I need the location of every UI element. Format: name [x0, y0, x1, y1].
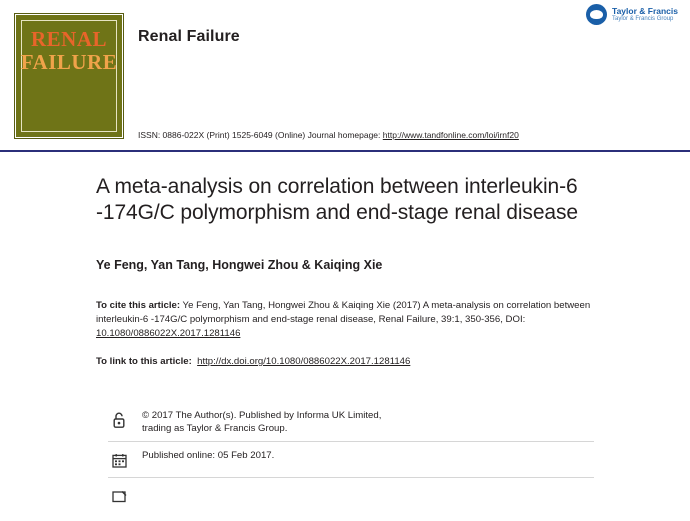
journal-masthead — [0, 0, 690, 152]
publisher-name: Taylor & Francis — [612, 5, 678, 16]
published-date-text: Published online: 05 Feb 2017. — [142, 450, 275, 461]
journal-cover-title-line1: RENAL — [30, 27, 107, 51]
license-text: © 2017 The Author(s). Published by Informa UK Limited, trading as Taylor & Francis Group. — [142, 410, 382, 434]
citation-label: To cite this article: — [96, 300, 181, 311]
metadata-row-published — [108, 441, 594, 477]
metadata-row-submit — [108, 477, 594, 513]
article-title: A meta-analysis on correlation between interleukin-6 -174G/C polymorphism and end-stage renal disease — [96, 175, 578, 224]
journal-cover-title — [15, 28, 123, 74]
article-block — [0, 152, 690, 513]
article-doi-url[interactable]: http://dx.doi.org/10.1080/0886022X.2017.1281146 — [197, 356, 411, 367]
journal-cover-title-line2: FAILURE — [20, 50, 118, 74]
citation-text: Ye Feng, Yan Tang, Hongwei Zhou & Kaiqing Xie (2017) A meta-analysis on correlation between interleukin-6 -174G/C polymorphism and end-stage renal disease, Renal Failure, 39:1, 350-356, DOI: — [96, 300, 591, 325]
citation-block — [96, 299, 594, 341]
journal-homepage-link[interactable]: http://www.tandfonline.com/loi/irnf20 — [382, 130, 519, 140]
issn-line — [138, 130, 519, 140]
publisher-group: Taylor & Francis Group — [612, 15, 674, 22]
journal-title: Renal Failure — [138, 28, 240, 45]
taylor-francis-logo — [586, 4, 678, 25]
submit-article-icon — [108, 485, 130, 507]
article-link-block — [96, 355, 594, 369]
taylor-francis-logo-text — [612, 7, 678, 22]
article-metadata — [96, 405, 594, 513]
taylor-francis-mark-icon — [586, 4, 607, 25]
article-link-label: To link to this article: — [96, 356, 192, 367]
article-authors: Ye Feng, Yan Tang, Hongwei Zhou & Kaiqing Xie — [96, 258, 383, 272]
open-access-icon — [108, 409, 130, 431]
calendar-icon — [108, 449, 130, 471]
issn-text: ISSN: 0886-022X (Print) 1525-6049 (Online) Journal homepage: — [138, 130, 383, 140]
citation-doi-link[interactable]: 10.1080/0886022X.2017.1281146 — [96, 328, 241, 339]
metadata-row-license — [108, 405, 594, 441]
journal-cover-image — [14, 13, 124, 139]
